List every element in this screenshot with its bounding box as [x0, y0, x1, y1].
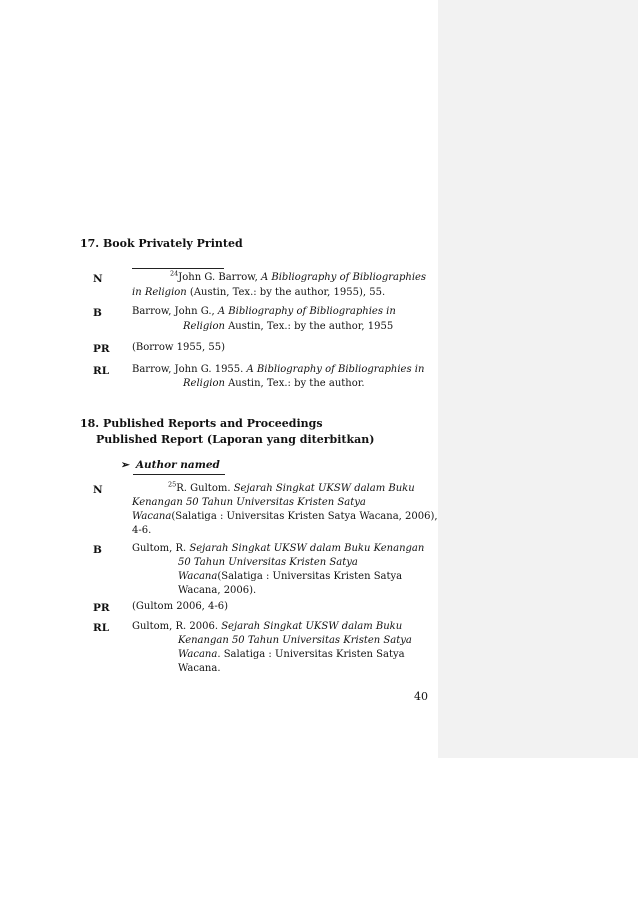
- arrow-bullet-icon: ➢: [121, 459, 130, 471]
- bibliography-line-3: [178, 570, 402, 585]
- section-18-heading: 18. Published Reports and Proceedings: [80, 417, 323, 430]
- parenthetical-reference: [132, 600, 228, 615]
- italic-text-run: Wacana: [132, 511, 172, 522]
- text-run: (Gultom 2006, 4-6): [132, 601, 229, 612]
- bibliography-line-4: [178, 584, 256, 599]
- text-run: (Austin, Tex.: by the author, 1955), 55.: [186, 287, 386, 298]
- footnote-25-line-2: [132, 496, 366, 511]
- footnote-marker: 24: [170, 269, 179, 278]
- italic-text-run: in Religion: [132, 287, 187, 298]
- text-run: Gultom, R. 2006.: [132, 621, 222, 632]
- entry-code-n: N: [93, 273, 103, 285]
- text-run: Wacana, 2006).: [178, 585, 257, 596]
- author-named-label: Author named: [135, 459, 220, 471]
- bibliography-line-2: [178, 556, 358, 571]
- footnote-text: [176, 483, 414, 494]
- author-named-item: [121, 459, 220, 471]
- reference-list-line-2: [183, 377, 365, 392]
- text-run: Barrow, John G.,: [132, 306, 218, 317]
- reference-list-line-3: [178, 648, 405, 663]
- section-18-subheading: Published Report (Laporan yang diterbitkan): [96, 433, 375, 446]
- text-run: Austin, Tex.: by the author, 1955: [224, 321, 394, 332]
- footnote-text: [178, 272, 426, 283]
- text-run: . Salatiga : Universitas Kristen Satya: [217, 649, 405, 660]
- text-run: (Borrow 1955, 55): [132, 342, 226, 353]
- italic-text-run: Sejarah Singkat UKSW dalam Buku: [233, 483, 415, 494]
- section-17-heading: 17. Book Privately Printed: [80, 237, 243, 250]
- text-run: (Salatiga : Universitas Kristen Satya Wacana, 2006),: [171, 511, 438, 522]
- bibliography-line-1: [132, 305, 396, 320]
- bibliography-line-2: [183, 320, 393, 335]
- text-run: 4-6.: [132, 525, 152, 536]
- italic-text-run: Religion: [183, 378, 225, 389]
- text-run: Austin, Tex.: by the author.: [224, 378, 365, 389]
- entry-code-b-2: B: [93, 544, 102, 556]
- footnote-24-line-2: [132, 286, 385, 301]
- italic-text-run: Kenangan 50 Tahun Universitas Kristen Satya: [178, 635, 412, 646]
- italic-text-run: Wacana: [178, 571, 218, 582]
- footnote-25-line-1: [168, 482, 415, 497]
- text-run: Gultom, R.: [132, 543, 190, 554]
- italic-text-run: A Bibliography of Bibliographies: [260, 272, 427, 283]
- footnote-25-line-3: [132, 510, 438, 525]
- entry-code-rl: RL: [93, 365, 110, 377]
- entry-code-n-2: N: [93, 484, 103, 496]
- text-run: Barrow, John G. 1955.: [132, 364, 247, 375]
- italic-text-run: 50 Tahun Universitas Kristen Satya: [178, 557, 358, 568]
- text-run: John G. Barrow,: [178, 272, 261, 283]
- comment-margin-panel: [438, 0, 638, 758]
- entry-code-pr: PR: [93, 343, 110, 355]
- parenthetical-reference: [132, 341, 225, 356]
- text-run: (Salatiga : Universitas Kristen Satya: [217, 571, 403, 582]
- footnote-24-line-1: [170, 271, 426, 286]
- footnote-marker: 25: [168, 480, 177, 489]
- italic-text-run: Wacana: [178, 649, 218, 660]
- entry-code-b: B: [93, 307, 102, 319]
- text-run: Wacana.: [178, 663, 221, 674]
- entry-code-pr-2: PR: [93, 602, 110, 614]
- bibliography-line-1: [132, 542, 424, 557]
- italic-text-run: Sejarah Singkat UKSW dalam Buku Kenangan: [189, 543, 425, 554]
- italic-text-run: A Bibliography of Bibliographies in: [246, 364, 425, 375]
- reference-list-line-4: [178, 662, 221, 677]
- page-number: 40: [414, 690, 428, 703]
- italic-text-run: Religion: [183, 321, 225, 332]
- text-run: R. Gultom.: [176, 483, 234, 494]
- footnote-separator-2: [133, 474, 225, 475]
- footnote-25-line-4: [132, 524, 151, 539]
- italic-text-run: Kenangan 50 Tahun Universitas Kristen Satya: [132, 497, 366, 508]
- italic-text-run: Sejarah Singkat UKSW dalam Buku: [221, 621, 403, 632]
- reference-list-line-1: [132, 363, 424, 378]
- reference-list-line-2: [178, 634, 412, 649]
- entry-code-rl-2: RL: [93, 622, 110, 634]
- reference-list-line-1: [132, 620, 402, 635]
- italic-text-run: A Bibliography of Bibliographies in: [217, 306, 396, 317]
